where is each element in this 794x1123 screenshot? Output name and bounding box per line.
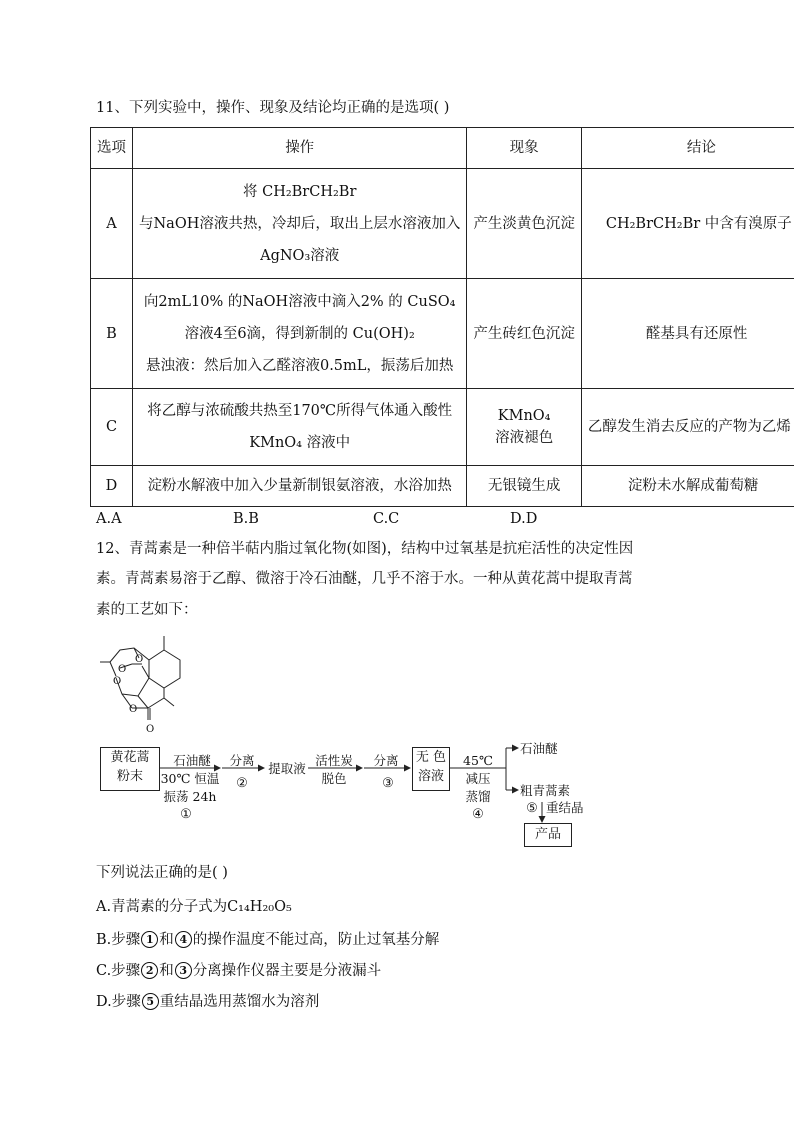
row-b-conclusion: 醛基具有还原性	[581, 279, 794, 389]
circle-num-1: 1	[141, 931, 158, 948]
step5-cond1: 减压	[465, 771, 491, 786]
choice-c[interactable]: C.C	[373, 511, 400, 527]
row-d-label: D	[91, 466, 133, 507]
flow-box-colorless-solution	[412, 747, 450, 791]
row-c-ph-line2: 溶液褪色	[495, 430, 554, 446]
row-c-op-line1: 将乙醇与浓硫酸共热至170℃所得气体通入酸性	[147, 403, 453, 419]
table-header-row	[91, 128, 794, 169]
row-d-phenomenon: 无银镜生成	[467, 466, 582, 507]
flow-box-product: 产品	[524, 823, 572, 847]
circle-num-2: 2	[141, 962, 158, 979]
table-row-a	[91, 169, 794, 279]
option-12-d[interactable]	[96, 990, 319, 1011]
atom-o-3: O	[113, 676, 122, 687]
row-b-op-line3: 悬浊液：然后加入乙醛溶液0.5mL，振荡后加热	[145, 357, 454, 374]
row-d-operation: 淀粉水解液中加入少量新制银氨溶液，水浴加热	[133, 466, 467, 507]
flow-extract-label: 提取液	[268, 761, 306, 776]
atom-o-4: O	[129, 704, 138, 715]
row-d-conclusion: 淀粉未水解成葡萄糖	[581, 466, 794, 507]
opt-d-post: 重结晶选用蒸馏水为溶剂	[159, 994, 320, 1010]
step6-number: ⑤	[526, 801, 538, 816]
step5-cond2: 蒸馏	[465, 789, 491, 804]
choice-d[interactable]: D.D	[510, 511, 538, 527]
step1-number: ①	[180, 807, 192, 822]
row-c-phenomenon	[467, 389, 582, 466]
opt-b-mid: 和	[159, 932, 174, 948]
table-row-b	[91, 279, 794, 389]
opt-c-mid: 和	[159, 963, 174, 979]
question-12-stem-line2: 素。青蒿素易溶于乙醇、微溶于冷石油醚，几乎不溶于水。一种从黄花蒿中提取青蒿	[96, 571, 633, 587]
step6-label: 重结晶	[546, 800, 584, 815]
row-c-conclusion: 乙醇发生消去反应的产物为乙烯	[581, 389, 794, 466]
row-a-conclusion: CH₂BrCH₂Br 中含有溴原子	[581, 169, 794, 279]
row-c-operation	[133, 389, 467, 466]
atom-o-2: O	[118, 664, 127, 675]
step3-reagent: 活性炭	[315, 753, 353, 768]
circle-num-5: 5	[142, 993, 159, 1010]
row-a-phenomenon: 产生淡黄色沉淀	[467, 169, 582, 279]
circle-num-3: 3	[175, 962, 192, 979]
question-12-stem-line3: 素的工艺如下：	[96, 602, 198, 618]
artemisinin-structure-diagram	[94, 632, 204, 738]
question-11-title: 11、下列实验中，操作、现象及结论均正确的是选项( )	[96, 100, 450, 116]
row-c-ph-line1: KMnO₄	[497, 408, 551, 424]
step1-reagent: 石油醚	[173, 753, 211, 768]
choice-a[interactable]: A.A	[96, 511, 122, 527]
start-box-line2: 粉末	[116, 769, 143, 784]
question-12-stem-line1: 12、青蒿素是一种倍半萜内脂过氧化物(如图)，结构中过氧基是抗疟活性的决定性因	[96, 541, 634, 557]
row-c-op-line2: KMnO₄ 溶液中	[249, 435, 351, 451]
box2-line2: 溶液	[417, 769, 444, 784]
header-conclusion: 结论	[581, 128, 794, 169]
step2-label: 分离	[229, 753, 255, 768]
row-b-operation	[133, 279, 467, 389]
step5-temp: 45℃	[463, 753, 493, 768]
row-b-phenomenon: 产生砖红色沉淀	[467, 279, 582, 389]
question-11-choices	[96, 511, 576, 531]
box2-line1: 无 色	[415, 750, 447, 765]
step3-label: 脱色	[321, 771, 347, 786]
header-phenomenon: 现象	[467, 128, 582, 169]
row-b-op-line2: 溶液4至6滴，得到新制的 Cu(OH)₂	[184, 325, 415, 342]
option-12-c[interactable]	[96, 959, 381, 980]
opt-c-pre: C.步骤	[96, 963, 141, 979]
table-row-c	[91, 389, 794, 466]
opt-b-post: 的操作温度不能过高，防止过氧基分解	[192, 932, 440, 948]
row-c-label: C	[91, 389, 133, 466]
output-petroleum-ether: 石油醚	[520, 741, 558, 756]
step4-number: ③	[382, 776, 394, 791]
header-option: 选项	[91, 128, 133, 169]
row-a-operation	[133, 169, 467, 279]
step1-condition2: 振荡 24h	[163, 789, 217, 804]
step4-label: 分离	[373, 753, 399, 768]
step2-number: ②	[236, 776, 248, 791]
opt-c-post: 分离操作仪器主要是分液漏斗	[192, 963, 382, 979]
output-crude-artemisinin: 粗青蒿素	[520, 783, 571, 798]
row-b-label: B	[91, 279, 133, 389]
start-box-line1: 黄花蒿	[110, 750, 150, 765]
question-12-prompt: 下列说法正确的是( )	[96, 865, 228, 881]
flow-box-start	[100, 747, 160, 791]
row-a-op-line1: 将 CH₂BrCH₂Br	[242, 183, 357, 200]
opt-b-pre: B.步骤	[96, 932, 141, 948]
option-12-b[interactable]	[96, 928, 439, 949]
row-a-label: A	[91, 169, 133, 279]
atom-o-5: O	[146, 724, 155, 735]
step1-condition1: 30℃ 恒温	[160, 771, 220, 786]
header-operation: 操作	[133, 128, 467, 169]
choice-b[interactable]: B.B	[233, 511, 259, 527]
row-a-op-line3: AgNO₃溶液	[260, 247, 340, 264]
row-a-op-line2: 与NaOH溶液共热，冷却后，取出上层水溶液加入	[139, 215, 461, 232]
experiment-table	[90, 127, 794, 507]
row-b-op-line1: 向2mL10% 的NaOH溶液中滴入2% 的 CuSO₄	[143, 293, 456, 310]
opt-d-pre: D.步骤	[96, 994, 141, 1010]
step5-number: ④	[472, 807, 484, 822]
table-row-d	[91, 466, 794, 507]
option-12-a[interactable]: A.青蒿素的分子式为C₁₄H₂₀O₅	[96, 899, 292, 915]
atom-o-1: O	[135, 654, 144, 665]
circle-num-4: 4	[175, 931, 192, 948]
